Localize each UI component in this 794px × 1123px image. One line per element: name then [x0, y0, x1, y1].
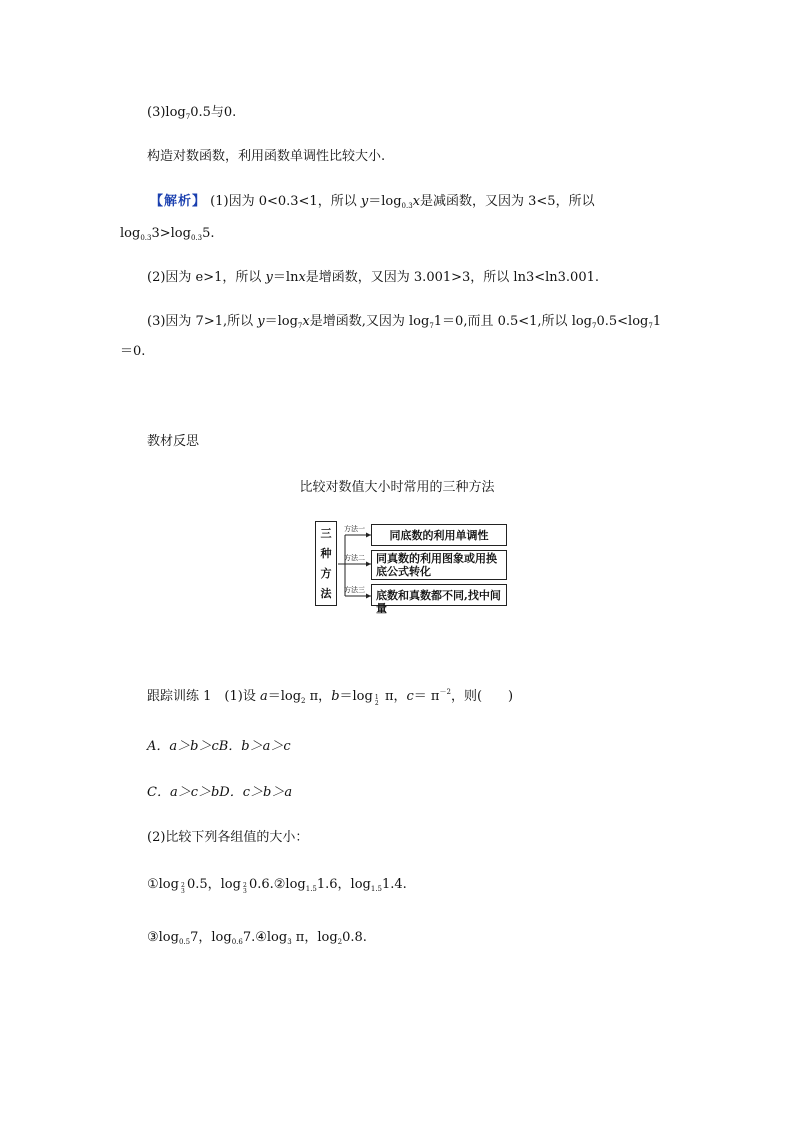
frac-num: 2 [181, 882, 185, 889]
q3-base: 7 [185, 113, 191, 121]
analysis-p1-b: ＝log [368, 194, 402, 209]
item2-sub2: 0.6 [231, 938, 243, 946]
analysis-p2-x: x [298, 270, 306, 285]
analysis-p1 [150, 193, 595, 211]
item2-a: ③log [147, 930, 179, 945]
analysis-p3-base2: 7 [429, 322, 434, 330]
analysis-p3 [147, 313, 661, 331]
exercise-d: ＝log [339, 689, 373, 704]
analysis-p3-y: y [257, 314, 265, 329]
analysis-tag: 【解析】 [150, 194, 207, 209]
analysis-p3-base4: 7 [648, 322, 653, 330]
item1-e: 1.4. [382, 877, 407, 892]
methods-diagram [315, 521, 511, 615]
item1-a: ①log [147, 877, 179, 892]
analysis-p1-x: x [412, 194, 420, 209]
method-label-1: 方法一 [344, 525, 365, 533]
analysis-p1-l2c: 3>log [151, 226, 191, 241]
frac-den: 2 [374, 700, 379, 707]
analysis-p3-a: (3)因为 7>1,所以 [147, 314, 258, 329]
analysis-p1-l2e: 5. [202, 226, 215, 241]
exercise-var-b: b [331, 689, 340, 704]
q3-rest: 0.5与0. [190, 105, 237, 120]
analysis-p1-a: (1)因为 0<0.3<1，所以 [210, 194, 361, 209]
exercise-frac [373, 695, 381, 705]
analysis-p3-x: x [302, 314, 310, 329]
analysis-p2 [147, 269, 599, 287]
diagram-title: 比较对数值大小时常用的三种方法 [299, 480, 495, 495]
analysis-p3-d: 1＝0,而且 0.5<1,所以 log [433, 314, 592, 329]
exercise-sub1: 2 [301, 697, 306, 705]
left-char: 三 [320, 527, 332, 541]
exercise-sup: －2 [439, 688, 451, 696]
item2-sub1: 0.5 [178, 938, 191, 946]
exercise-c: π， [305, 689, 332, 704]
part-2: (2)比较下列各组值的大小： [147, 830, 309, 845]
item-1 [147, 876, 407, 894]
exercise-f: ＝ π [413, 689, 440, 704]
analysis-p3-c: 是增函数,又因为 log [309, 314, 430, 329]
frac-den: 3 [243, 888, 247, 895]
analysis-p3-e: 0.5<log [596, 314, 649, 329]
left-char: 法 [320, 586, 332, 600]
analysis-p2-c: 是增函数，又因为 3.001>3，所以 ln3<ln3.001. [305, 270, 599, 285]
frac-num: 1 [374, 694, 379, 701]
analysis-p1-y: y [360, 194, 369, 209]
left-char: 种 [320, 547, 332, 561]
item2-b: 7，log [190, 930, 232, 945]
method-label-2: 方法二 [344, 554, 365, 562]
method-box-3: 底数和真数都不同,找中间量 [371, 584, 507, 606]
method-box-1: 同底数的利用单调性 [371, 524, 507, 546]
exercise-e: π， [380, 689, 407, 704]
item2-sub4: 2 [337, 938, 343, 946]
item1-b: 0.5，log [186, 877, 241, 892]
hint-text: 构造对数函数，利用函数单调性比较大小. [147, 149, 386, 164]
analysis-p2-b: ＝ln [272, 270, 299, 285]
item1-frac1 [179, 883, 187, 893]
analysis-p2-y: y [265, 270, 273, 285]
method-box-2: 同真数的利用图象或用换底公式转化 [371, 550, 507, 580]
exercise-b: ＝log [267, 689, 302, 704]
q3-prefix: (3)log [147, 105, 186, 120]
item-2 [147, 929, 367, 947]
item1-frac2 [241, 883, 249, 893]
analysis-p1-l2d: 0.3 [190, 234, 203, 242]
item2-sub3: 3 [287, 938, 292, 946]
analysis-p3-base3: 7 [592, 322, 597, 330]
exercise-var-a: a [259, 689, 268, 704]
exercise-a: 跟踪训练 1 (1)设 [147, 689, 260, 704]
analysis-p1-l2b: 0.3 [140, 234, 152, 242]
frac-num: 2 [243, 882, 247, 889]
exercise-1 [147, 688, 513, 706]
exercise-g: ，则( ) [450, 689, 514, 704]
analysis-p1-l2a: log [120, 226, 141, 241]
item2-d: π，log [291, 930, 338, 945]
analysis-p1-line2 [120, 225, 214, 243]
item1-sub1: 1.5 [305, 885, 317, 893]
frac-den: 3 [181, 888, 185, 895]
left-char: 方 [320, 566, 332, 580]
option-c-d: C．a＞c＞bD．c＞b＞a [147, 785, 293, 800]
method-label-3: 方法三 [344, 586, 365, 594]
analysis-p2-a: (2)因为 e>1，所以 [147, 270, 266, 285]
item2-e: 0.8. [342, 930, 367, 945]
item1-c: 0.6.②log [248, 877, 306, 892]
analysis-p1-base: 0.3 [401, 202, 413, 210]
item2-c: 7.④log [242, 930, 288, 945]
question-3 [147, 104, 236, 122]
analysis-p1-c: 是减函数，又因为 3<5，所以 [420, 194, 595, 209]
analysis-p3-f: 1 [652, 314, 662, 329]
item1-sub2: 1.5 [370, 885, 382, 893]
reflection-label: 教材反思 [147, 434, 200, 449]
diagram-left-box [315, 521, 337, 606]
analysis-p3-b: ＝log [264, 314, 298, 329]
item1-d: 1.6，log [316, 877, 371, 892]
exercise-var-c: c [406, 689, 414, 704]
analysis-p3-line2: ＝0. [120, 344, 146, 359]
option-a-b: A．a＞b＞cB．b＞a＞c [147, 739, 291, 754]
analysis-p3-base: 7 [297, 322, 303, 330]
